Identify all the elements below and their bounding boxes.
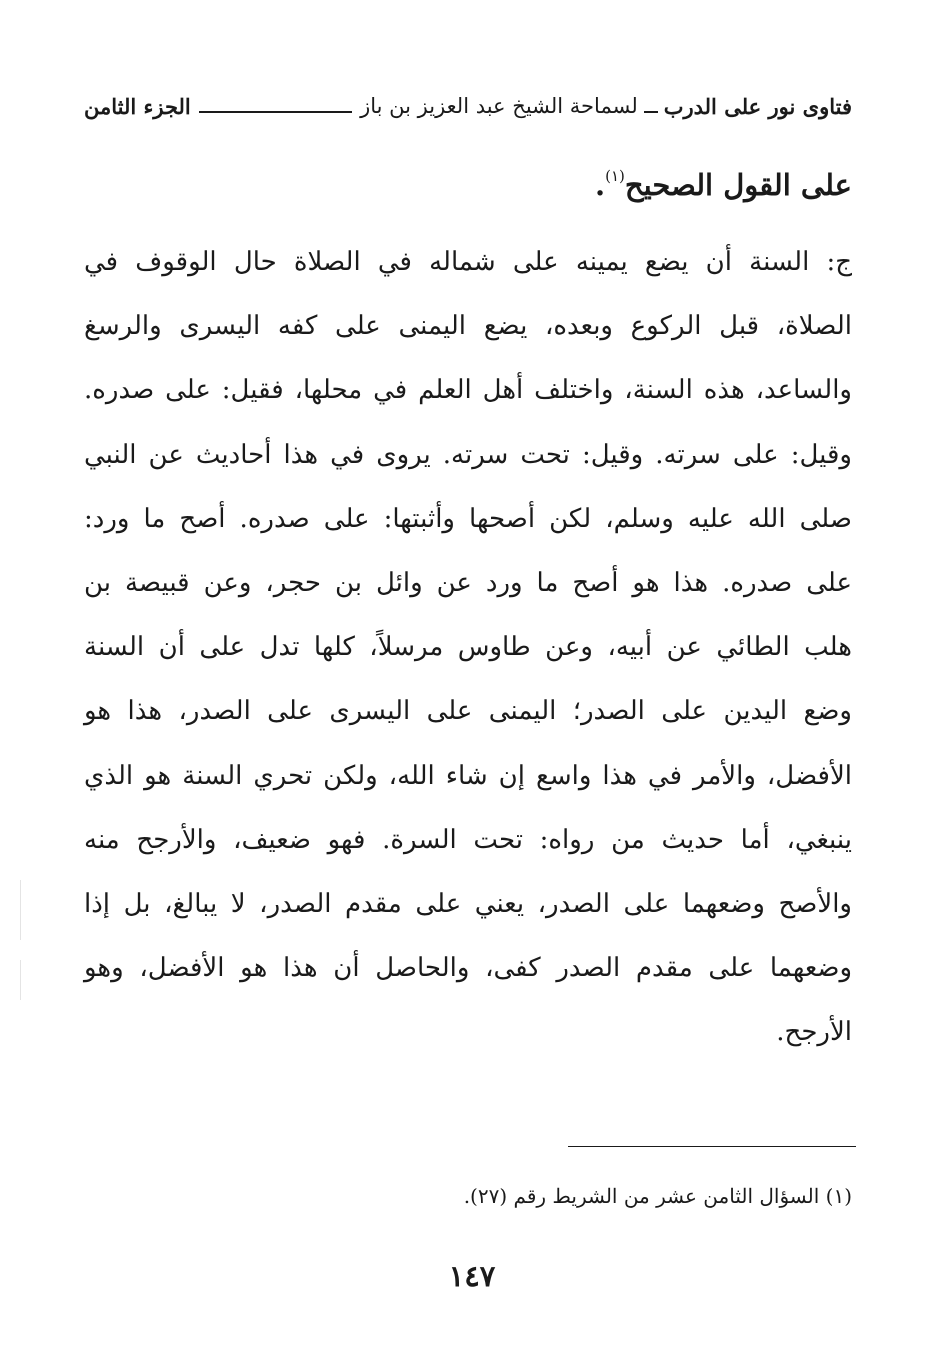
answer-line: وقيل: على سرته. وقيل: تحت سرته. يروى في هذا أحاديث عن النبي (84, 439, 852, 470)
answer-line: والأصح وضعهما على الصدر، يعني على مقدم الصدر، لا يبالغ، بل إذا (84, 888, 852, 919)
answer-line: ج: السنة أن يضع يمينه على شماله في الصلاة حال الوقوف في (84, 247, 853, 277)
answer-line: على صدره. هذا هو أصح ما ورد عن وائل بن حجر، وعن قبيصة بن (84, 567, 852, 598)
scan-margin-mark (20, 960, 21, 1000)
volume-label: الجزء الثامن (84, 93, 191, 119)
answer-body (84, 230, 852, 1064)
question-tail-text: على القول الصحيح (624, 168, 852, 202)
running-header (84, 86, 852, 126)
question-end-mark: . (594, 168, 606, 202)
book-title: فتاوى نور على الدرب (663, 93, 852, 119)
answer-line: الأفضل، والأمر في هذا واسع إن شاء الله، ولكن تحري السنة هو الذي (84, 760, 852, 791)
answer-line: والساعد، هذه السنة، واختلف أهل العلم في محلها، فقيل: على صدره. (84, 375, 852, 406)
answer-line: ينبغي، أما حديث من رواه: تحت السرة. فهو ضعيف، والأرجح منه (84, 824, 852, 855)
footnote-ref-marker: (١) (605, 167, 625, 185)
answer-line: وضع اليدين على الصدر؛ اليمنى على اليسرى على الصدر، هذا هو (84, 696, 852, 727)
header-rule (199, 111, 352, 113)
answer-line: صلى الله عليه وسلم، لكن أصحها وأثبتها: على صدره. أصح ما ورد: (84, 503, 852, 534)
answer-line: هلب الطائي عن أبيه، وعن طاوس مرسلاً، كلها تدل على أن السنة (84, 632, 852, 663)
question-tail (84, 152, 852, 209)
footnote: (١) السؤال الثامن عشر من الشريط رقم (٢٧). (463, 1184, 852, 1208)
answer-line: الصلاة، قبل الركوع وبعده، يضع اليمنى على كفه اليسرى والرسغ (84, 311, 852, 342)
header-dash (644, 111, 658, 113)
scan-margin-mark (20, 880, 21, 940)
book-author: لسماحة الشيخ عبد العزيز بن باز (360, 94, 638, 118)
page-number: ١٤٧ (448, 1259, 496, 1293)
answer-line: وضعهما على مقدم الصدر كفى، والحاصل أن هذا هو الأفضل، وهو (84, 953, 852, 984)
answer-line-last: الأرجح. (776, 1017, 852, 1048)
footnote-separator (568, 1146, 856, 1147)
